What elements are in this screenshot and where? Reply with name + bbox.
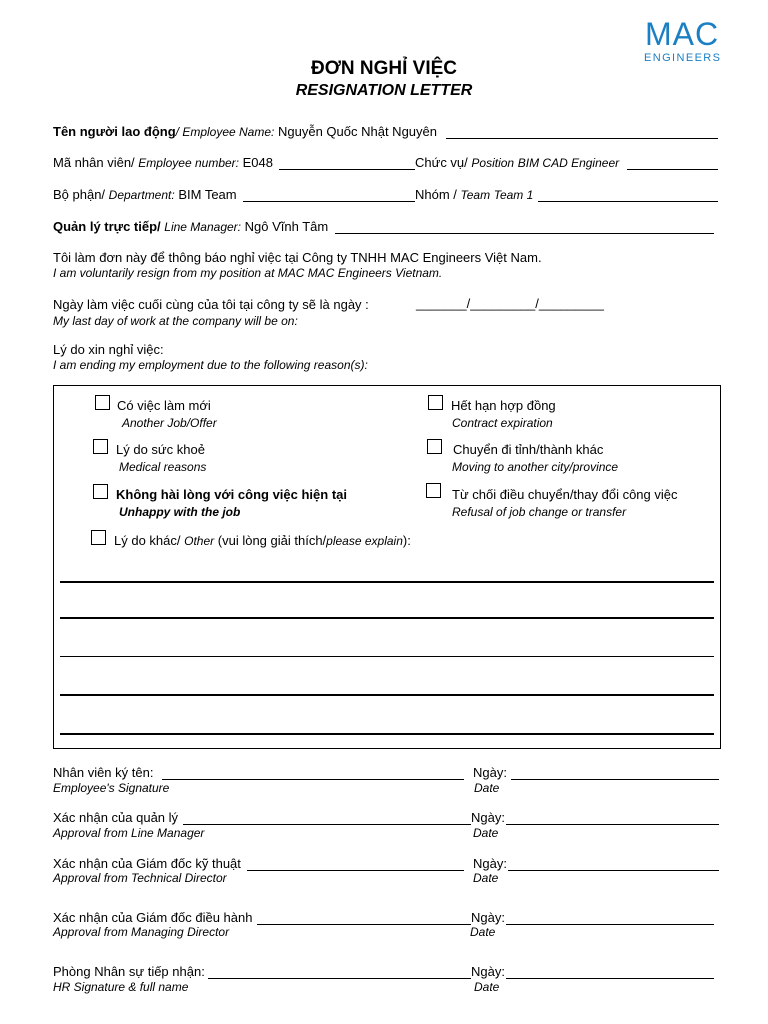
employee-number-value[interactable]: E048 <box>242 155 274 170</box>
signature-hr-label-en: HR Signature & full name <box>53 980 189 994</box>
reason-refusal-label-en: Refusal of job change or transfer <box>452 505 627 519</box>
explanation-line[interactable] <box>60 656 714 657</box>
team-label: Nhóm / <box>415 187 457 202</box>
manager-row <box>53 219 328 234</box>
signature-technical-director-label-en: Approval from Technical Director <box>53 871 227 885</box>
employee-name-label-en: / Employee Name: <box>175 125 275 139</box>
reason-moving-label-en: Moving to another city/province <box>452 460 619 474</box>
signature-manager-label: Xác nhận của quản lý <box>53 810 179 825</box>
checkbox-contract-expiration[interactable] <box>428 395 443 410</box>
signature-managing-director-label: Xác nhận của Giám đốc điều hành <box>53 910 253 925</box>
signature-manager-date-label: Ngày: <box>471 810 505 825</box>
explanation-line[interactable] <box>60 733 714 735</box>
employee-name-underline <box>446 126 718 139</box>
signature-managing-director-label-en: Approval from Managing Director <box>53 925 230 939</box>
manager-label: Quản lý trực tiếp/ <box>53 219 161 234</box>
reason-other-en: Other <box>184 534 215 548</box>
employee-name-row <box>53 124 437 139</box>
checkbox-medical[interactable] <box>93 439 108 454</box>
employee-name-value[interactable]: Nguyễn Quốc Nhật Nguyên <box>278 124 437 139</box>
employee-number-label: Mã nhân viên/ <box>53 155 135 170</box>
checkbox-new-job[interactable] <box>95 395 110 410</box>
manager-underline <box>335 221 714 234</box>
signature-manager-line[interactable] <box>183 812 471 825</box>
explanation-line[interactable] <box>60 581 714 583</box>
signature-managing-director-line[interactable] <box>257 912 471 925</box>
reason-heading-en: I am ending my employment due to the following reason(s): <box>53 358 368 372</box>
signature-hr-line[interactable] <box>208 966 471 979</box>
signature-managing-director-date-label: Ngày: <box>471 910 505 925</box>
last-day-label: Ngày làm việc cuối cùng của tôi tại công ty sẽ là ngày : <box>53 297 369 312</box>
signature-employee-date-line[interactable] <box>511 767 719 780</box>
signature-managing-director-date-line[interactable] <box>506 912 714 925</box>
signature-hr-date-label: Ngày: <box>471 964 505 979</box>
position-row <box>415 155 619 170</box>
signature-employee-date-label: Ngày: <box>473 765 507 780</box>
signature-manager-label-en: Approval from Line Manager <box>53 826 205 840</box>
team-value[interactable]: Team 1 <box>493 188 534 202</box>
signature-hr-label: Phòng Nhân sự tiếp nhận: <box>53 964 205 979</box>
manager-value[interactable]: Ngô Vĩnh Tâm <box>244 219 329 234</box>
employee-number-row <box>53 155 273 170</box>
signature-employee-line[interactable] <box>162 767 464 780</box>
reason-medical-label-en: Medical reasons <box>119 460 207 474</box>
signature-technical-director-date-line[interactable] <box>508 858 719 871</box>
manager-label-en: Line Manager: <box>164 220 241 234</box>
employee-number-label-en: Employee number: <box>138 156 240 170</box>
reason-unhappy-label-en: Unhappy with the job <box>119 505 241 519</box>
position-label-en: Position <box>471 156 515 170</box>
reason-contract-expiration-label: Hết hạn hợp đồng <box>451 398 556 413</box>
team-underline <box>538 189 718 202</box>
team-row <box>415 187 533 202</box>
company-logo-subtitle: ENGINEERS <box>644 52 722 64</box>
checkbox-unhappy[interactable] <box>93 484 108 499</box>
signature-managing-director-date-label-en: Date <box>470 925 496 939</box>
reason-medical-label: Lý do sức khoẻ <box>116 442 205 457</box>
signature-manager-date-label-en: Date <box>473 826 499 840</box>
signature-employee-label-en: Employee's Signature <box>53 781 170 795</box>
reason-contract-expiration-label-en: Contract expiration <box>452 416 553 430</box>
notice-text-en: I am voluntarily resign from my position at MAC MAC Engineers Vietnam. <box>53 266 443 280</box>
reason-refusal-label: Từ chối điều chuyển/thay đổi công việc <box>452 487 678 502</box>
reason-other-label <box>114 533 411 548</box>
position-label: Chức vụ/ <box>415 155 468 170</box>
signature-manager-date-line[interactable] <box>506 812 719 825</box>
explanation-line[interactable] <box>60 694 714 696</box>
reason-moving-label: Chuyển đi tỉnh/thành khác <box>453 442 604 457</box>
employee-number-underline <box>279 157 415 170</box>
checkbox-refusal[interactable] <box>426 483 441 498</box>
reason-other-end: ): <box>402 533 411 548</box>
signature-employee-date-label-en: Date <box>474 781 500 795</box>
reason-new-job-label-en: Another Job/Offer <box>122 416 217 430</box>
department-underline <box>243 189 415 202</box>
document-title: ĐƠN NGHỈ VIỆC <box>310 58 458 79</box>
department-label-en: Department: <box>108 188 175 202</box>
team-label-en: Team <box>460 188 491 202</box>
signature-technical-director-date-label: Ngày: <box>473 856 507 871</box>
department-label: Bộ phận/ <box>53 187 106 202</box>
department-value[interactable]: BIM Team <box>178 187 237 202</box>
signature-technical-director-date-label-en: Date <box>473 871 499 885</box>
department-row <box>53 187 237 202</box>
checkbox-moving[interactable] <box>427 439 442 454</box>
last-day-date-field[interactable]: _______/_________/_________ <box>416 296 604 311</box>
position-value[interactable]: BIM CAD Engineer <box>517 156 620 170</box>
signature-technical-director-line[interactable] <box>247 858 464 871</box>
explanation-line[interactable] <box>60 617 714 619</box>
signature-hr-date-line[interactable] <box>506 966 714 979</box>
reason-unhappy-label: Không hài lòng với công việc hiện tại <box>116 487 347 502</box>
signature-hr-date-label-en: Date <box>474 980 500 994</box>
last-day-label-en: My last day of work at the company will be on: <box>53 314 298 328</box>
reason-heading: Lý do xin nghỉ việc: <box>53 342 164 357</box>
checkbox-other[interactable] <box>91 530 106 545</box>
employee-name-label: Tên người lao động <box>53 124 176 139</box>
signature-employee-label: Nhân viên ký tên: <box>53 765 154 780</box>
reason-other-en2: please explain <box>326 534 403 548</box>
reason-other-vi: Lý do khác/ <box>114 533 181 548</box>
notice-text: Tôi làm đơn này để thông báo nghỉ việc tại Công ty TNHH MAC Engineers Việt Nam. <box>53 250 542 265</box>
reason-other-vi2: (vui lòng giải thích/ <box>217 533 327 548</box>
signature-technical-director-label: Xác nhận của Giám đốc kỹ thuật <box>53 856 241 871</box>
document-title-english: RESIGNATION LETTER <box>295 82 473 99</box>
position-underline <box>627 157 718 170</box>
company-logo: MAC <box>645 16 720 52</box>
reason-new-job-label: Có việc làm mới <box>117 398 211 413</box>
